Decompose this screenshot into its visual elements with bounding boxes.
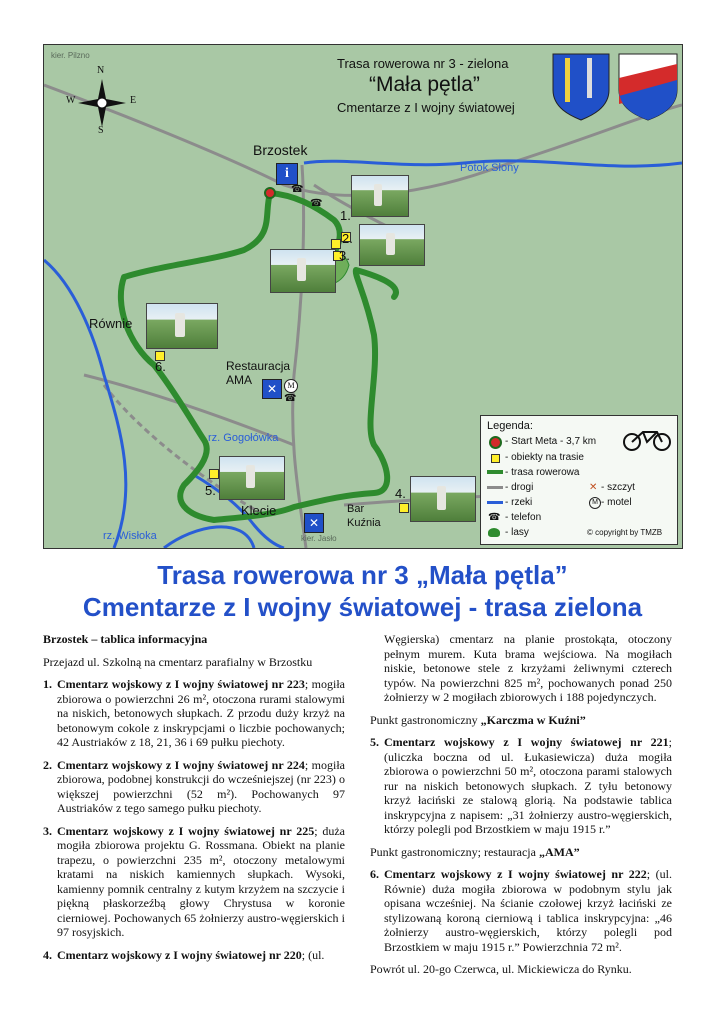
continued-text: Węgierska) cmentarz na planie prostokąta, otoczony pełnym murem. Kuta brama wejściowa. Na mogiłach niskie, betonowe stele z krzyżami żeliwnymi czterech typów. Na powierzchni 825 m², pochowanych ponad 250 żołnierzy w 2 mogiłach zbiorowych i 188 pojedynczych. [384, 632, 672, 704]
motel-icon: M [284, 379, 298, 393]
photo-cemetery-222 [146, 303, 218, 349]
right-column [370, 632, 672, 985]
legend-phone-icon: ☎ [488, 512, 501, 523]
item-title: Cmentarz wojskowy z I wojny światowej nr 224 [57, 757, 305, 772]
legend-forest-icon [488, 528, 500, 537]
map-legend [480, 415, 678, 545]
item-number: 3. [43, 823, 52, 838]
legend-object-icon [491, 454, 500, 463]
start-marker [265, 188, 275, 198]
compass-icon [74, 75, 130, 131]
stop-label-6: 6. [155, 359, 166, 374]
legend-route: - trasa rowerowa [505, 467, 580, 478]
place-klecie: Klecie [241, 503, 277, 518]
peak-icon: ✕ [589, 482, 598, 493]
item-number: 1. [43, 677, 52, 691]
place-bar: Bar [347, 503, 365, 515]
intro-text: Przejazd ul. Szkolną na cmentarz parafialny w Brzostku [43, 654, 313, 669]
page-title-line1: Trasa rowerowa nr 3 „Mała pętla” [157, 560, 568, 590]
restaurant-icon: ✕ [262, 379, 282, 399]
info-icon: i [276, 163, 298, 185]
legend-copyright: © copyright by TMZB [587, 528, 663, 537]
legend-motel-icon: M [589, 497, 601, 509]
item-number: 5. [370, 735, 379, 749]
gastro-label: Punkt gastronomiczny; restauracja [370, 844, 539, 859]
direction-south: kier. Jasło [301, 534, 337, 543]
gastro-name: „Karczma w Kuźni” [480, 712, 586, 727]
cemetery-item [43, 824, 345, 940]
outro-text: Powrót ul. 20-go Czerwca, ul. Mickiewicza do Rynku. [370, 962, 632, 976]
stop-label-5: 5. [205, 483, 216, 498]
stop-marker [209, 469, 219, 479]
item-title: Cmentarz wojskowy z I wojny światowej nr 220 [57, 947, 302, 962]
compass-s: S [98, 125, 104, 136]
river-gogolowka: rz. Gogołówka [208, 432, 279, 444]
phone-icon: ☎ [310, 198, 323, 209]
copyright-text: copyright by TMZB [595, 528, 663, 537]
cemetery-item [370, 735, 672, 837]
legend-title: Legenda: [487, 420, 533, 432]
gastro-label: Punkt gastronomiczny [370, 712, 481, 727]
place-restaurant-name: AMA [226, 373, 253, 387]
compass-n: N [97, 65, 105, 76]
direction-north: kier. Pilzno [51, 51, 90, 60]
legend-roads: - drogi [505, 482, 534, 493]
legend-start-icon [489, 436, 502, 449]
stop-marker [399, 503, 409, 513]
legend-start: - Start Meta - 3,7 km [505, 436, 597, 447]
cemetery-item [370, 867, 672, 954]
legend-forest: - lasy [505, 527, 529, 538]
item-text: ; mogiła zbiorowa, podobnej konstrukcji do wcześniejszej (nr 223) o większej powierzchni (52 m²). Pochowanych 97 Austriaków z tego samego pułku piechoty. [57, 757, 345, 815]
stop-label-4: 4. [395, 486, 406, 501]
bar-icon: ✕ [304, 513, 324, 533]
place-restaurant: Restauracja [226, 359, 291, 373]
photo-cemetery-224 [359, 224, 425, 266]
compass-rose [66, 65, 137, 136]
gastro-point-2 [370, 845, 672, 860]
map-header-line2: “Mała pętla” [369, 73, 480, 96]
photo-cemetery-225 [270, 249, 336, 293]
map-header-line1: Trasa rowerowa nr 3 - zielona [337, 56, 509, 71]
stop-label-1: 1. [340, 208, 351, 223]
item-title: Cmentarz wojskowy z I wojny światowej nr 221 [384, 735, 669, 749]
photo-cemetery-223 [351, 175, 409, 217]
gastro-point-1 [370, 713, 672, 728]
item-text: ; duża mogiła zbiorowa projektu G. Rossmana. Obiekt na planie trapezu, o powierzchni 235 m², otoczony metalowymi kratami na niskich kamiennych słupkach. Wysoki, kamienny pomnik centralny z kutym krzyżem na szczycie i piękną płaskorzeźbą głowy Chrystusa w koronie cierniowej. Pochowanych 65 żołnierzy austro-węgierskich i 97 rosyjskich. [57, 823, 345, 939]
river-slony: Potok Słony [460, 162, 519, 174]
river-wisloka: rz. Wisłoka [103, 530, 157, 542]
legend-route-icon [487, 470, 503, 474]
photo-cemetery-221 [219, 456, 285, 500]
place-rownie: Równie [89, 316, 133, 331]
item-text: ; (uliczka boczna od ul. Łukasiewicza) duża mogiła zbiorowa o powierzchni 50 m², otoczona parami stalowych rur na niskich betonowych słupkach. Z tyłu betonowy krzyż łaciński ze stalową glorią. Na podstawie tablica inskrypcyjna z napisem: „31 żołnierzy austro-węgierskich, którzy polegli pod Brzostkiem w maju 1915 r.” [384, 735, 672, 836]
item-title: Cmentarz wojskowy z I wojny światowej nr 225 [57, 823, 315, 838]
compass-w: W [66, 95, 76, 106]
legend-rivers: - rzeki [505, 497, 533, 508]
page-title-line2: Cmentarze z I wojny światowej - trasa zielona [82, 592, 643, 622]
cemetery-item [43, 948, 345, 963]
legend-road-icon [487, 486, 503, 489]
legend-objects: - obiekty na trasie [505, 452, 584, 463]
item-text: ; mogiła zbiorowa o powierzchni 26 m², otoczona rurami stalowymi na niskich, betonowych słupkach. Z przodu duży krzyż na betonowym cokole z inskrypcjami o liczbie pochowanych; 42 Austriaków z 18, 21, 36 i 69 pułku piechoty. [57, 677, 345, 749]
cemetery-item [43, 758, 345, 816]
item-number: 6. [370, 867, 379, 881]
legend-motel: - motel [601, 497, 632, 508]
gastro-name: „AMA” [538, 844, 580, 859]
bicycle-icon [621, 428, 673, 452]
item-title: Cmentarz wojskowy z I wojny światowej nr 222 [384, 867, 647, 881]
legend-river-icon [487, 501, 503, 504]
phone-icon: ☎ [291, 184, 304, 195]
item-text: ; (ul. Równie) duża mogiła zbiorowa w podobnym stylu jak opisana wcześniej. Na ścianie czołowej krzyż łaciński ze stylizowaną koroną cierniową i tablica inskrypcyjna: „46 żołnierzy austro-węgierskich, którzy polegli pod Brzostkiem w maju 1915 r.” Powierzchnia 72 m². [384, 867, 672, 954]
place-bar-name: Kuźnia [347, 517, 381, 529]
stop-label-3: 3. [339, 248, 350, 263]
section-heading: Brzostek – tablica informacyjna [43, 632, 208, 646]
item-number: 2. [43, 757, 52, 772]
item-text: ; (ul. [301, 947, 325, 962]
photo-cemetery-220 [410, 476, 476, 522]
cemetery-item [43, 677, 345, 750]
map-header-line3: Cmentarze z I wojny światowej [337, 100, 515, 115]
stop-label-2: 2. [342, 231, 353, 246]
coat-of-arms-icon [551, 50, 681, 122]
item-title: Cmentarz wojskowy z I wojny światowej nr 223 [57, 677, 305, 691]
route-map [43, 44, 683, 549]
left-column [43, 632, 345, 970]
item-number: 4. [43, 947, 52, 962]
compass-e: E [130, 95, 137, 106]
legend-peak: - szczyt [601, 482, 635, 493]
place-brzostek: Brzostek [253, 142, 308, 158]
phone-icon: ☎ [284, 393, 297, 404]
legend-phone: - telefon [505, 512, 542, 523]
